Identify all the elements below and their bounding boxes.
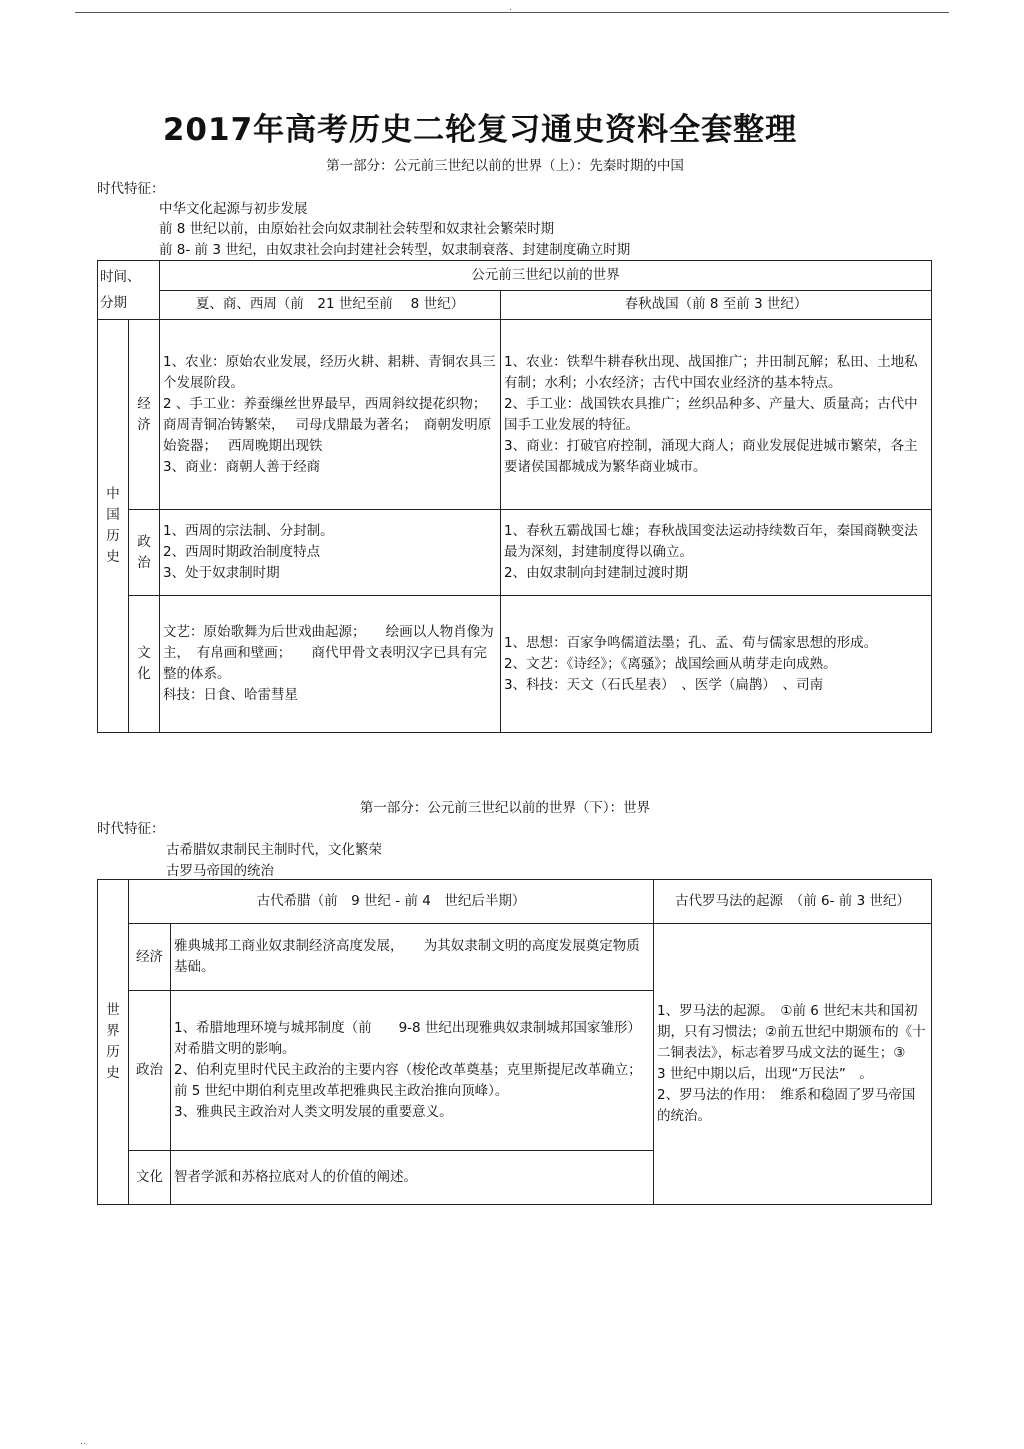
cell-text: 2、西周时期政治制度特点: [163, 544, 321, 560]
cell-text: 雅典城邦工商业奴隶制经济高度发展， 为其奴隶制文明的高度发展奠定物质基础。: [174, 938, 640, 975]
footer-dot: ..: [80, 1436, 87, 1447]
part1-era-line: 前 8 世纪以前，由原始社会向奴隶制社会转型和奴隶社会繁荣时期: [159, 221, 555, 237]
cell-greece-politics: [171, 991, 654, 1151]
part1-subtitle: 第一部分：公元前三世纪以前的世界（上）：先秦时期的中国: [326, 158, 684, 174]
table-corner-header: [98, 261, 160, 320]
cell-text: 1、春秋五霸战国七雄；春秋战国变法运动持续数百年，秦国商鞅变法最为深刻，封建制度得以确立。: [504, 523, 918, 560]
row-label-politics: 政治: [129, 510, 160, 596]
cell-text: 1、希腊地理环境与城邦制度（前 9-8 世纪出现雅典奴隶制城邦国家雏形）对希腊文明的影响。: [174, 1020, 641, 1057]
cell-text: 2、由奴隶制向封建制过渡时期: [504, 565, 689, 581]
cell-text: 3、处于奴隶制时期: [163, 565, 280, 581]
part2-era-line: 古希腊奴隶制民主制时代，文化繁荣: [166, 842, 382, 858]
cell-text: 文艺：原始歌舞为后世戏曲起源； 绘画以人物肖像为主， 有帛画和壁画； 商代甲骨文表明汉字已具有完整的体系。: [163, 624, 494, 682]
top-header: 公元前三世纪以前的世界: [160, 261, 932, 291]
region-label-world: 世界历史: [98, 880, 129, 1205]
china-history-table: [97, 260, 932, 733]
row-label-economy: 经济: [129, 924, 171, 991]
cell-text: 科技：日食、哈雷彗星: [163, 687, 298, 703]
cell-greece-economy: [171, 924, 654, 991]
cell-text: 1、思想：百家争鸣儒道法墨；孔、孟、荀与儒家思想的形成。: [504, 634, 878, 651]
row-label-politics: 政治: [129, 991, 171, 1151]
cell-economy-b: [501, 320, 932, 510]
cell-culture-a: [160, 596, 501, 733]
cell-text: 2、伯利克里时代民主政治的主要内容（梭伦改革奠基；克里斯提尼改革确立； 前 5 世纪中期伯利克里改革把雅典民主政治推向顶峰）。: [174, 1062, 649, 1099]
col-header-greece: 古代希腊（前 9 世纪 - 前 4 世纪后半期）: [129, 880, 654, 924]
corner-line: 分期: [100, 295, 127, 311]
cell-text: 3、科技：天文（石氏星表） 、医学（扁鹊） 、司南: [504, 676, 824, 693]
header-dot: .: [509, 2, 513, 13]
part2-subtitle: 第一部分：公元前三世纪以前的世界（下）：世界: [359, 800, 651, 816]
part2-era-line: 古罗马帝国的统治: [166, 863, 274, 879]
row-label-economy: 经济: [129, 320, 160, 510]
part1-era-line: 前 8- 前 3 世纪，由奴隶社会向封建社会转型，奴隶制衰落、封建制度确立时期: [159, 242, 631, 258]
document-title: 2017年高考历史二轮复习通史资料全套整理: [162, 112, 798, 148]
cell-economy-a: [160, 320, 501, 510]
cell-text: 1、农业：铁犁牛耕春秋出现、战国推广；井田制瓦解；私田、土地私有制；水利；小农经济；古代中国农业经济的基本特点。: [504, 353, 918, 391]
cell-text: 智者学派和苏格拉底对人的价值的阐述。: [174, 1169, 417, 1185]
part1-era-label: 时代特征：: [97, 181, 165, 197]
cell-text: 2、手工业：战国铁农具推广；丝织品种多、产量大、质量高；古代中国手工业发展的特征。: [504, 395, 918, 433]
cell-text: 3、雅典民主政治对人类文明发展的重要意义。: [174, 1104, 453, 1120]
col-header-rome: 古代罗马法的起源 （前 6- 前 3 世纪）: [654, 880, 932, 924]
row-label-culture: 文化: [129, 596, 160, 733]
region-label-china: 中国历史: [98, 320, 129, 733]
cell-text: 3、商业：商朝人善于经商: [163, 458, 321, 475]
cell-text: 2、文艺：《诗经》；《离骚》；战国绘画从萌芽走向成熟。: [504, 655, 837, 672]
row-label-culture: 文化: [129, 1151, 171, 1205]
part2-era-label: 时代特征：: [97, 821, 165, 837]
cell-politics-b: [501, 510, 932, 596]
col-header-xia-shang-zhou: 夏、商、西周（前 21 世纪至前 8 世纪）: [160, 290, 501, 320]
cell-text: 1、农业：原始农业发展，经历火耕、耜耕、青铜农具三个发展阶段。: [163, 353, 496, 391]
cell-politics-a: [160, 510, 501, 596]
cell-text: 1、罗马法的起源。 ①前 6 世纪末共和国初期，只有习惯法；②前五世纪中期颁布的《十二铜表法》，标志着罗马成文法的诞生；③ 3 世纪中期以后，出现“万民法” 。: [657, 1003, 933, 1082]
cell-greece-culture: [171, 1151, 654, 1205]
corner-line: 时间、: [100, 269, 141, 285]
cell-rome-law: [654, 924, 932, 1205]
cell-text: 2 、手工业：养蚕缫丝世界最早，西周斜纹提花织物； 商周青铜冶铸繁荣， 司母戊鼎最为著名； 商朝发明原始瓷器； 西周晚期出现铁: [163, 395, 494, 454]
cell-culture-b: [501, 596, 932, 733]
cell-text: 3、商业：打破官府控制，涌现大商人；商业发展促进城市繁荣，各主要诸侯国都城成为繁华商业城市。: [504, 437, 918, 475]
cell-text: 1、西周的宗法制、分封制。: [163, 523, 334, 539]
part1-era-line: 中华文化起源与初步发展: [159, 201, 308, 217]
cell-text: 2、罗马法的作用： 维系和稳固了罗马帝国的统治。: [657, 1087, 916, 1124]
world-history-table: [97, 879, 932, 1205]
col-header-spring-autumn: 春秋战国（前 8 至前 3 世纪）: [501, 290, 932, 320]
